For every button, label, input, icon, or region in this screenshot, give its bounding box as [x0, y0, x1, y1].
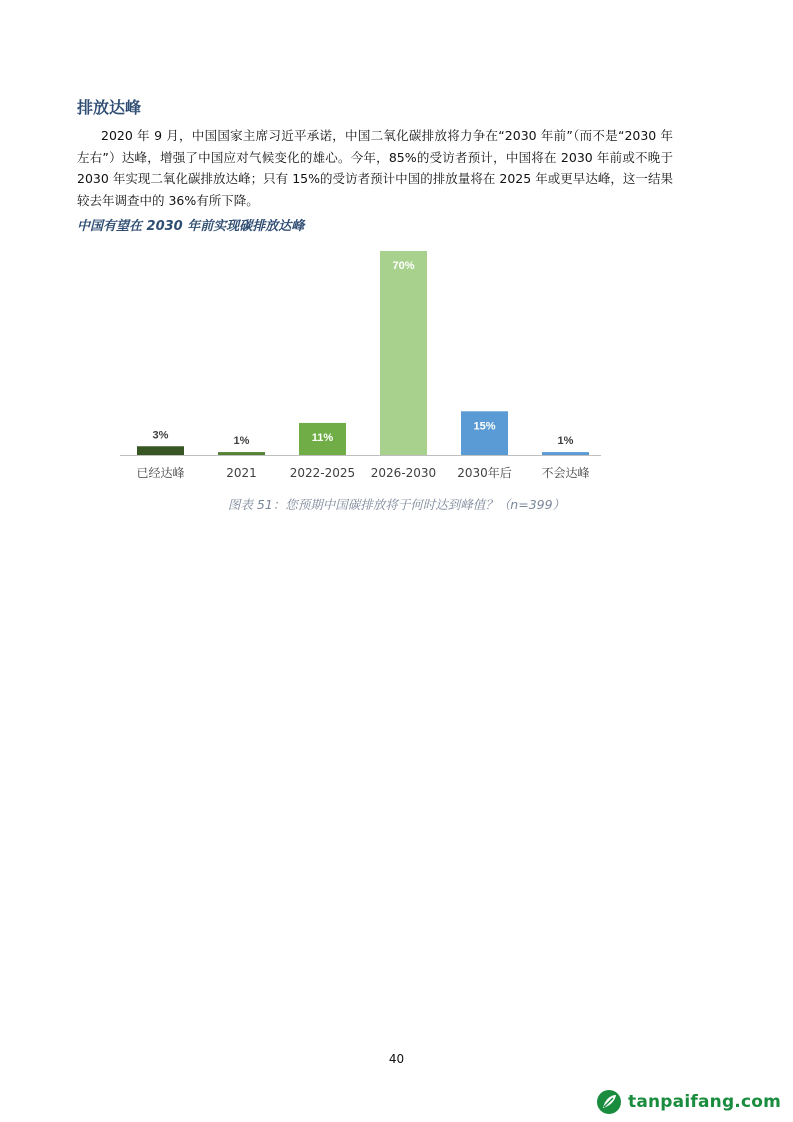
body-paragraph: 2020 年 9 月，中国国家主席习近平承诺，中国二氧化碳排放将力争在“2030 年前”（而不是“2030 年左右”）达峰，增强了中国应对气候变化的雄心。今年，85%的受访者预计，中国将在 2030 年前或不晚于 2030 年实现二氧化碳排放达峰；只有 15%的受访者预计中国的排放量将在 2025 年或更早达峰，这一结果较去年调查中的 36%有所下降。 [77, 128, 673, 208]
bar-6 [542, 452, 589, 455]
data-label-6: 1% [557, 435, 574, 448]
page-number: 40 [388, 1052, 405, 1066]
bar-2 [218, 452, 265, 455]
bar-4 [380, 251, 427, 455]
data-label-4: 70% [392, 260, 415, 272]
brand-name: tanpaifang.com [628, 1092, 782, 1112]
brand-watermark[interactable] [596, 1087, 781, 1117]
x-tick-label-5: 2030年后 [457, 466, 512, 480]
chart-title: 中国有望在 2030 年前实现碳排放达峰 [77, 219, 305, 234]
bar-chart [125, 240, 625, 490]
data-label-2: 1% [233, 435, 250, 448]
x-tick-label-6: 不会达峰 [541, 466, 590, 480]
x-tick-label-2: 2021 [226, 466, 257, 480]
x-tick-label-1: 已经达峰 [136, 466, 185, 480]
bar-5 [461, 411, 508, 455]
section-heading: 排放达峰 [77, 98, 142, 117]
x-tick-label-3: 2022-2025 [289, 466, 356, 480]
bar-1 [137, 446, 184, 455]
data-label-3: 11% [311, 431, 334, 444]
bars-layer [136, 251, 589, 480]
leaf-logo-icon [596, 1089, 622, 1115]
data-label-5: 15% [473, 420, 496, 433]
figure-caption: 图表 51：您预期中国碳排放将于何时达到峰值？（n=399） [227, 497, 566, 512]
x-tick-label-4: 2026-2030 [370, 466, 437, 480]
data-label-1: 3% [152, 429, 169, 442]
